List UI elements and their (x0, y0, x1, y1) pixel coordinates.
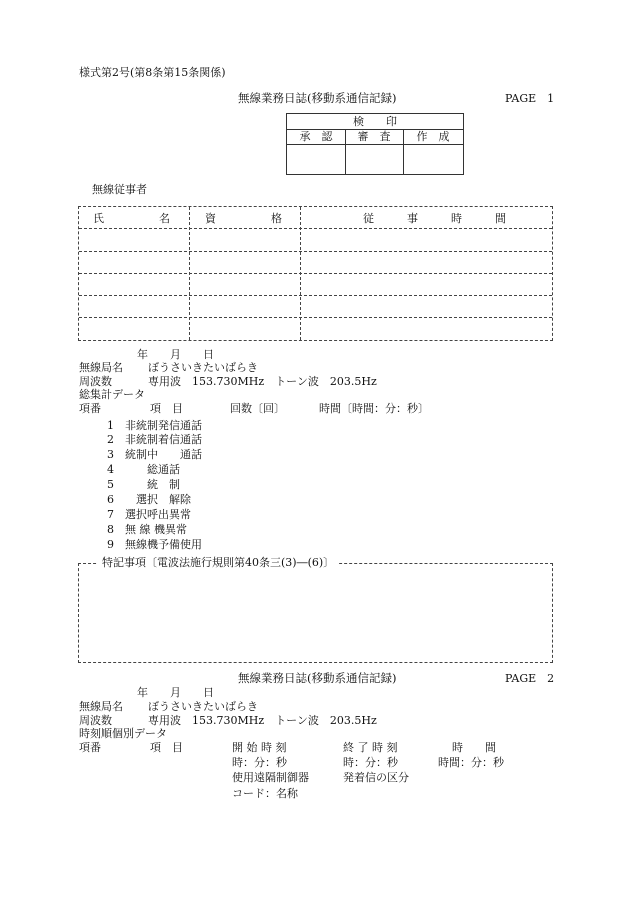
detail-col-no: 項番 (79, 741, 101, 754)
page2-date-label: 年 月 日 (137, 686, 214, 699)
summary-item-label: 総通話 (125, 463, 180, 476)
page2-freq-value: 専用波 153.730MHz トーン波 203.5Hz (148, 714, 377, 727)
summary-item-label: 選択呼出異常 (125, 508, 191, 521)
page2-page-label: PAGE 2 (505, 672, 555, 685)
detail-start-unit: 時：分：秒 (232, 756, 287, 769)
col-work-time: 従 事 時 間 (363, 212, 506, 225)
summary-col-count: 回数〔回〕 (230, 402, 285, 415)
summary-item-no: 5 (107, 478, 114, 491)
detail-col-item: 項 目 (150, 741, 183, 754)
detail-col-remote: 使用遠隔制御器 (232, 771, 309, 784)
detail-col-code: コード：名称 (232, 787, 298, 800)
form-id: 様式第2号(第8条第15条関係) (79, 66, 226, 79)
page2-title: 無線業務日誌(移動系通信記録) (238, 671, 397, 685)
stamp-col-approve: 承 認 (299, 130, 333, 143)
operators-heading: 無線従事者 (92, 183, 147, 196)
summary-item-no: 3 (107, 448, 114, 461)
col-name: 氏 名 (93, 212, 170, 225)
summary-item-label: 選択 解除 (125, 493, 191, 506)
detail-col-start: 開 始 時 刻 (232, 741, 287, 754)
stamp-col-review: 審 査 (357, 130, 391, 143)
page1-freq-label: 周波数 (79, 375, 112, 388)
detail-col-direction: 発着信の区分 (343, 771, 409, 784)
page2-station-name: ぼうさいきたいばらき (148, 700, 258, 713)
col-qualification: 資 格 (205, 212, 282, 225)
summary-title: 総集計データ (79, 388, 145, 401)
summary-item-no: 7 (107, 508, 114, 521)
special-notes-title: 特記事項〔電波法施行規則第40条三(3)―(6)〕 (98, 557, 338, 568)
page1-date-label: 年 月 日 (137, 348, 214, 361)
summary-item-no: 2 (107, 433, 114, 446)
summary-item-no: 4 (107, 463, 114, 476)
summary-item-label: 非統制発信通話 (125, 419, 202, 432)
summary-col-time: 時間〔時間：分：秒〕 (319, 402, 429, 415)
summary-item-label: 無 線 機異常 (125, 523, 187, 536)
page2-freq-label: 周波数 (79, 714, 112, 727)
summary-col-item: 項 目 (150, 402, 183, 415)
page1-station-label: 無線局名 (79, 361, 123, 374)
summary-item-label: 無線機予備使用 (125, 538, 202, 551)
summary-item-no: 6 (107, 493, 114, 506)
stamp-col-create: 作 成 (416, 130, 450, 143)
page2-station-label: 無線局名 (79, 700, 123, 713)
detail-end-unit: 時：分：秒 (343, 756, 398, 769)
operators-table (78, 206, 553, 341)
page1-station-name: ぼうさいきたいばらき (148, 361, 258, 374)
page1-freq-value: 専用波 153.730MHz トーン波 203.5Hz (148, 375, 377, 388)
summary-item-label: 非統制着信通話 (125, 433, 202, 446)
summary-item-no: 1 (107, 419, 114, 432)
detail-col-duration: 時 間 (452, 741, 496, 754)
detail-title: 時刻順個別データ (79, 727, 167, 740)
page1-title: 無線業務日誌(移動系通信記録) (238, 91, 397, 105)
special-notes-box (78, 563, 553, 663)
inspection-stamp-box (286, 113, 464, 175)
summary-col-no: 項番 (79, 402, 101, 415)
page1-page-label: PAGE 1 (505, 92, 555, 105)
stamp-header: 検 印 (353, 115, 397, 128)
summary-item-no: 9 (107, 538, 114, 551)
summary-item-label: 統 制 (125, 478, 180, 491)
detail-col-end: 終 了 時 刻 (343, 741, 398, 754)
detail-duration-unit: 時間：分：秒 (438, 756, 504, 769)
summary-item-label: 統制中 通話 (125, 448, 202, 461)
summary-item-no: 8 (107, 523, 114, 536)
